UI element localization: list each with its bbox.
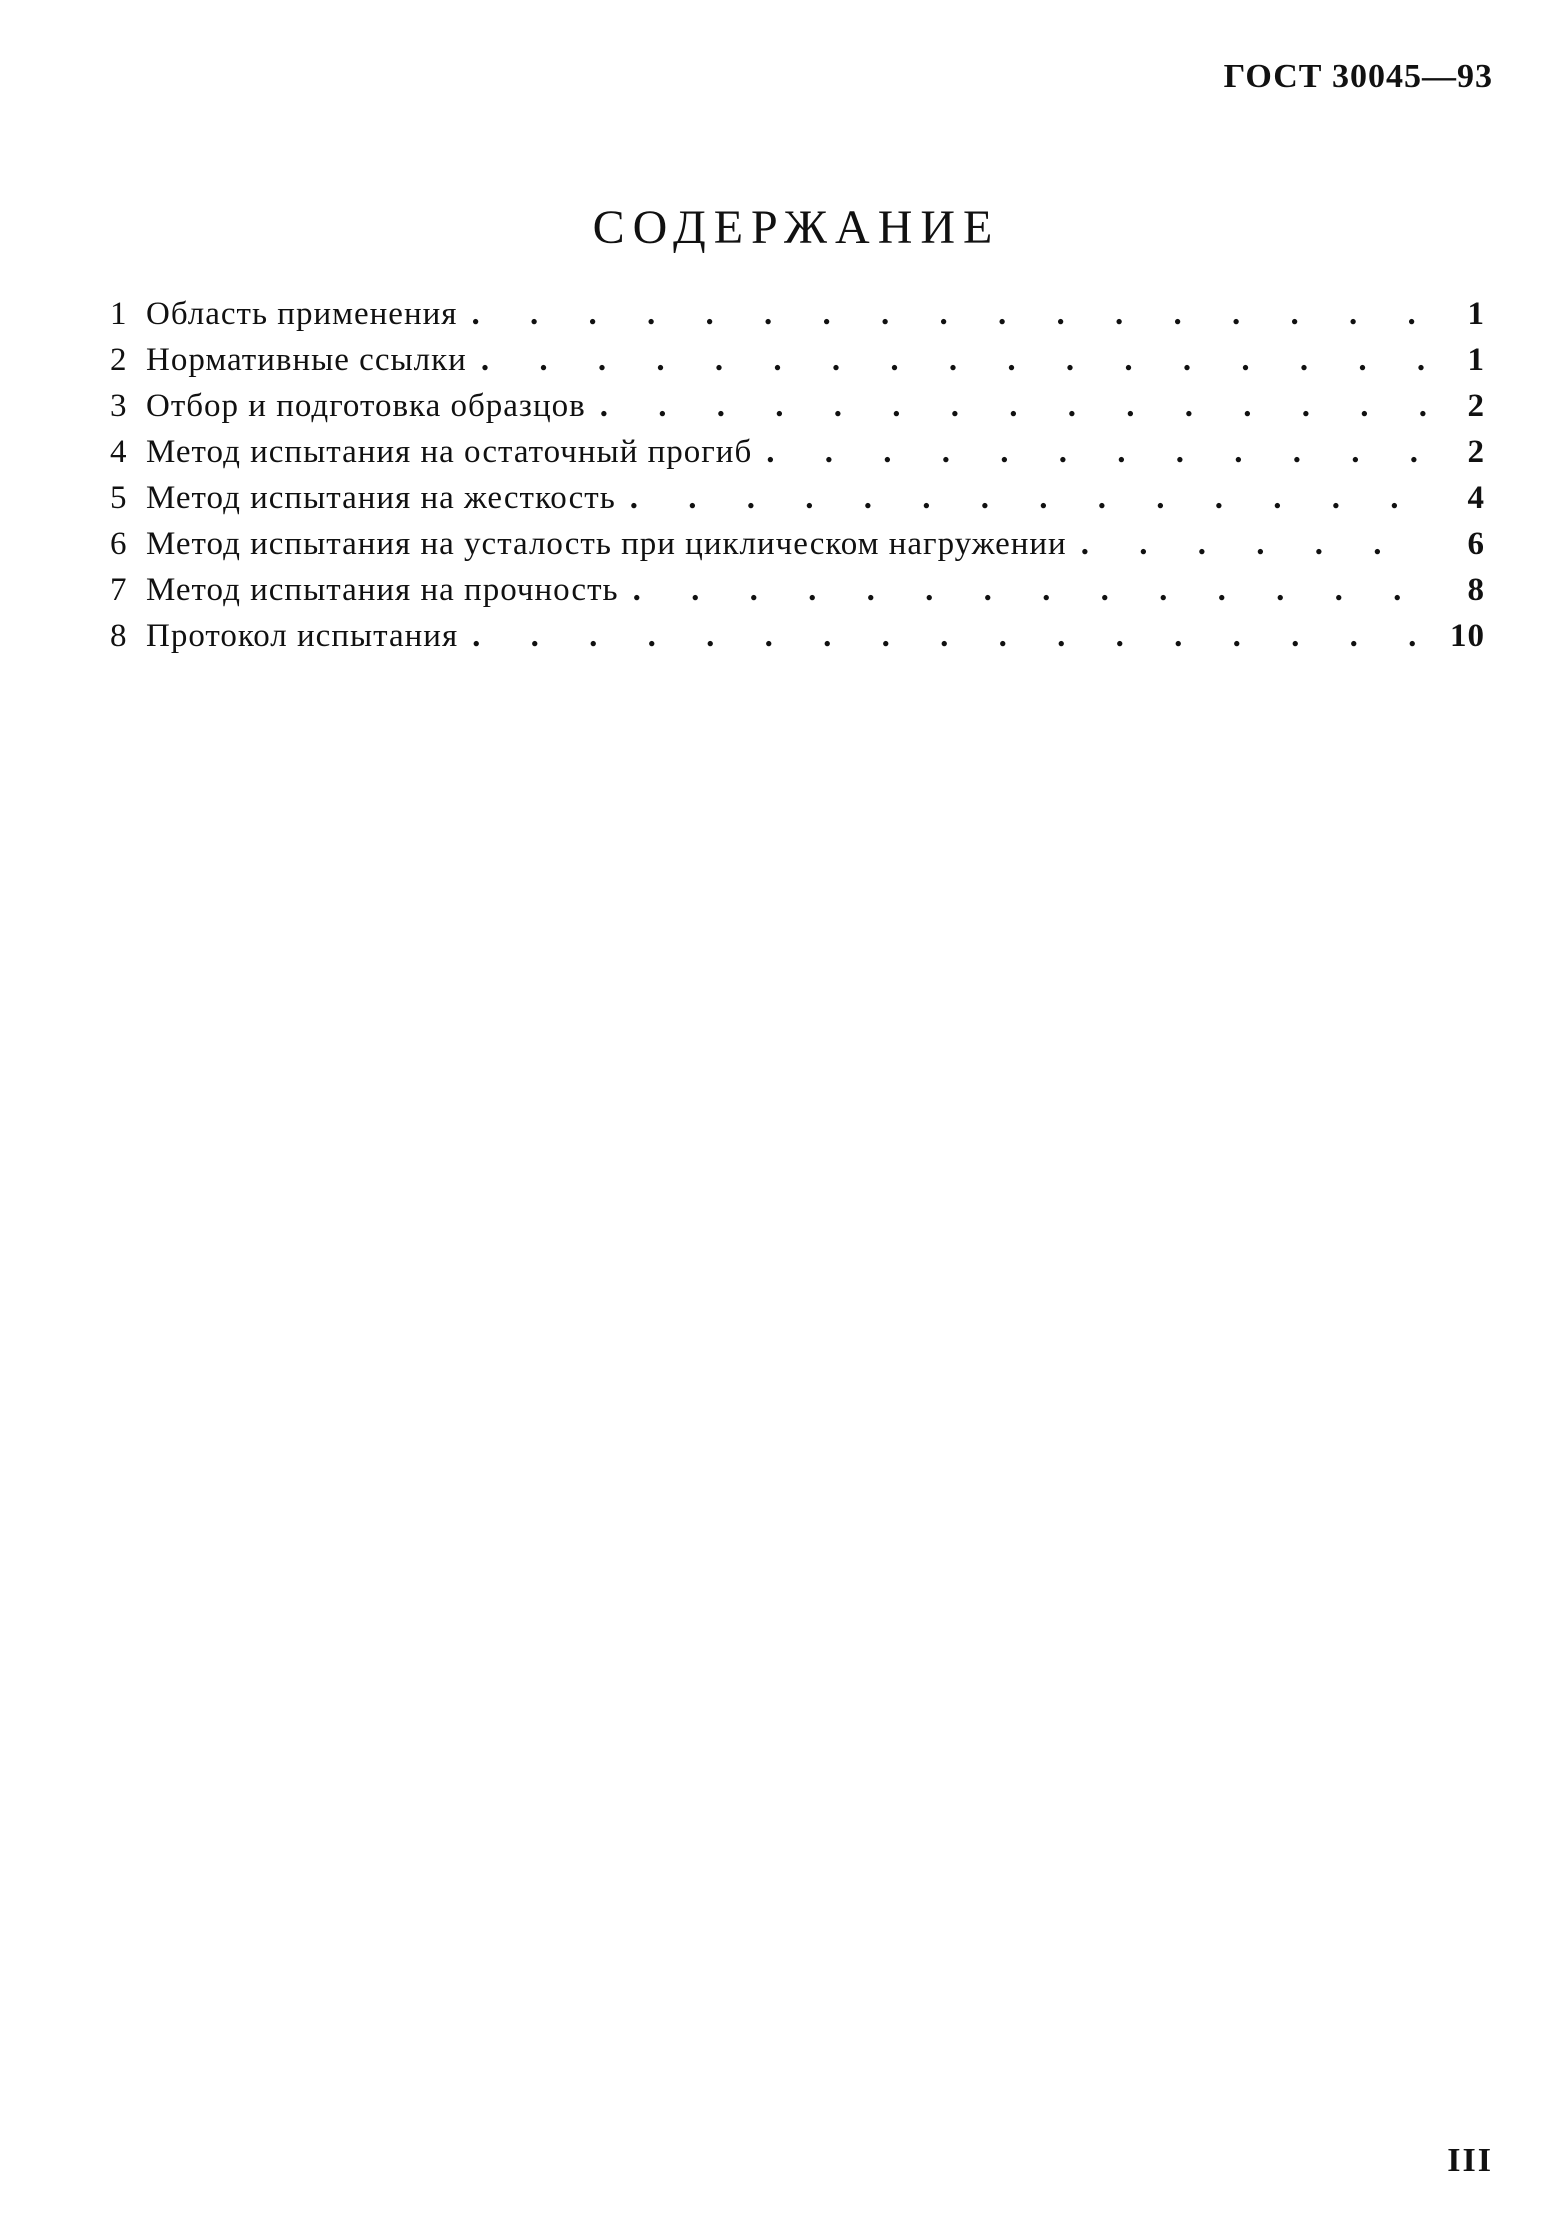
toc-item-page: 8 (1467, 572, 1485, 608)
toc-item (110, 526, 1485, 572)
toc-item-label: Область применения (146, 296, 458, 332)
toc-item-label: Метод испытания на усталость при циклическом нагружении (146, 526, 1067, 562)
toc-item-number: 7 (110, 572, 128, 608)
toc-item (110, 388, 1485, 434)
toc-item-page: 10 (1450, 618, 1485, 654)
toc-item-label: Нормативные ссылки (146, 342, 467, 378)
toc-item-page: 2 (1467, 388, 1485, 424)
toc-item (110, 618, 1485, 664)
toc-item (110, 434, 1485, 480)
toc-item-label: Протокол испытания (146, 618, 459, 654)
toc-item-number: 6 (110, 526, 128, 562)
toc-item-number: 3 (110, 388, 128, 424)
toc-item-number: 2 (110, 342, 128, 378)
toc-item-page: 4 (1467, 480, 1485, 516)
toc-item-label: Метод испытания на прочность (146, 572, 619, 608)
toc-item-number: 8 (110, 618, 128, 654)
toc-item-page: 2 (1467, 434, 1485, 470)
toc-item-number: 1 (110, 296, 128, 332)
toc-title: СОДЕРЖАНИЕ (592, 201, 1001, 254)
toc-leader-dots (471, 296, 1433, 333)
toc-leader-dots (1081, 526, 1433, 563)
toc-item-page: 6 (1467, 526, 1485, 562)
toc-leader-dots (630, 480, 1433, 517)
toc-item-number: 4 (110, 434, 128, 470)
toc-item (110, 480, 1485, 526)
toc-leader-dots (481, 342, 1433, 379)
toc-item-page: 1 (1467, 342, 1485, 378)
toc-item (110, 572, 1485, 618)
toc-item-number: 5 (110, 480, 128, 516)
toc-item (110, 296, 1485, 342)
document-code: ГОСТ 30045—93 (1223, 58, 1493, 95)
toc-item-page: 1 (1467, 296, 1485, 332)
toc-leader-dots (600, 388, 1433, 425)
page-number: III (1447, 2142, 1493, 2179)
toc-leader-dots (633, 572, 1433, 609)
toc-item-label: Отбор и подготовка образцов (146, 388, 586, 424)
toc-item (110, 342, 1485, 388)
toc-leader-dots (766, 434, 1433, 471)
table-of-contents (110, 296, 1485, 664)
toc-item-label: Метод испытания на жесткость (146, 480, 616, 516)
toc-leader-dots (472, 618, 1433, 655)
toc-item-label: Метод испытания на остаточный прогиб (146, 434, 753, 470)
